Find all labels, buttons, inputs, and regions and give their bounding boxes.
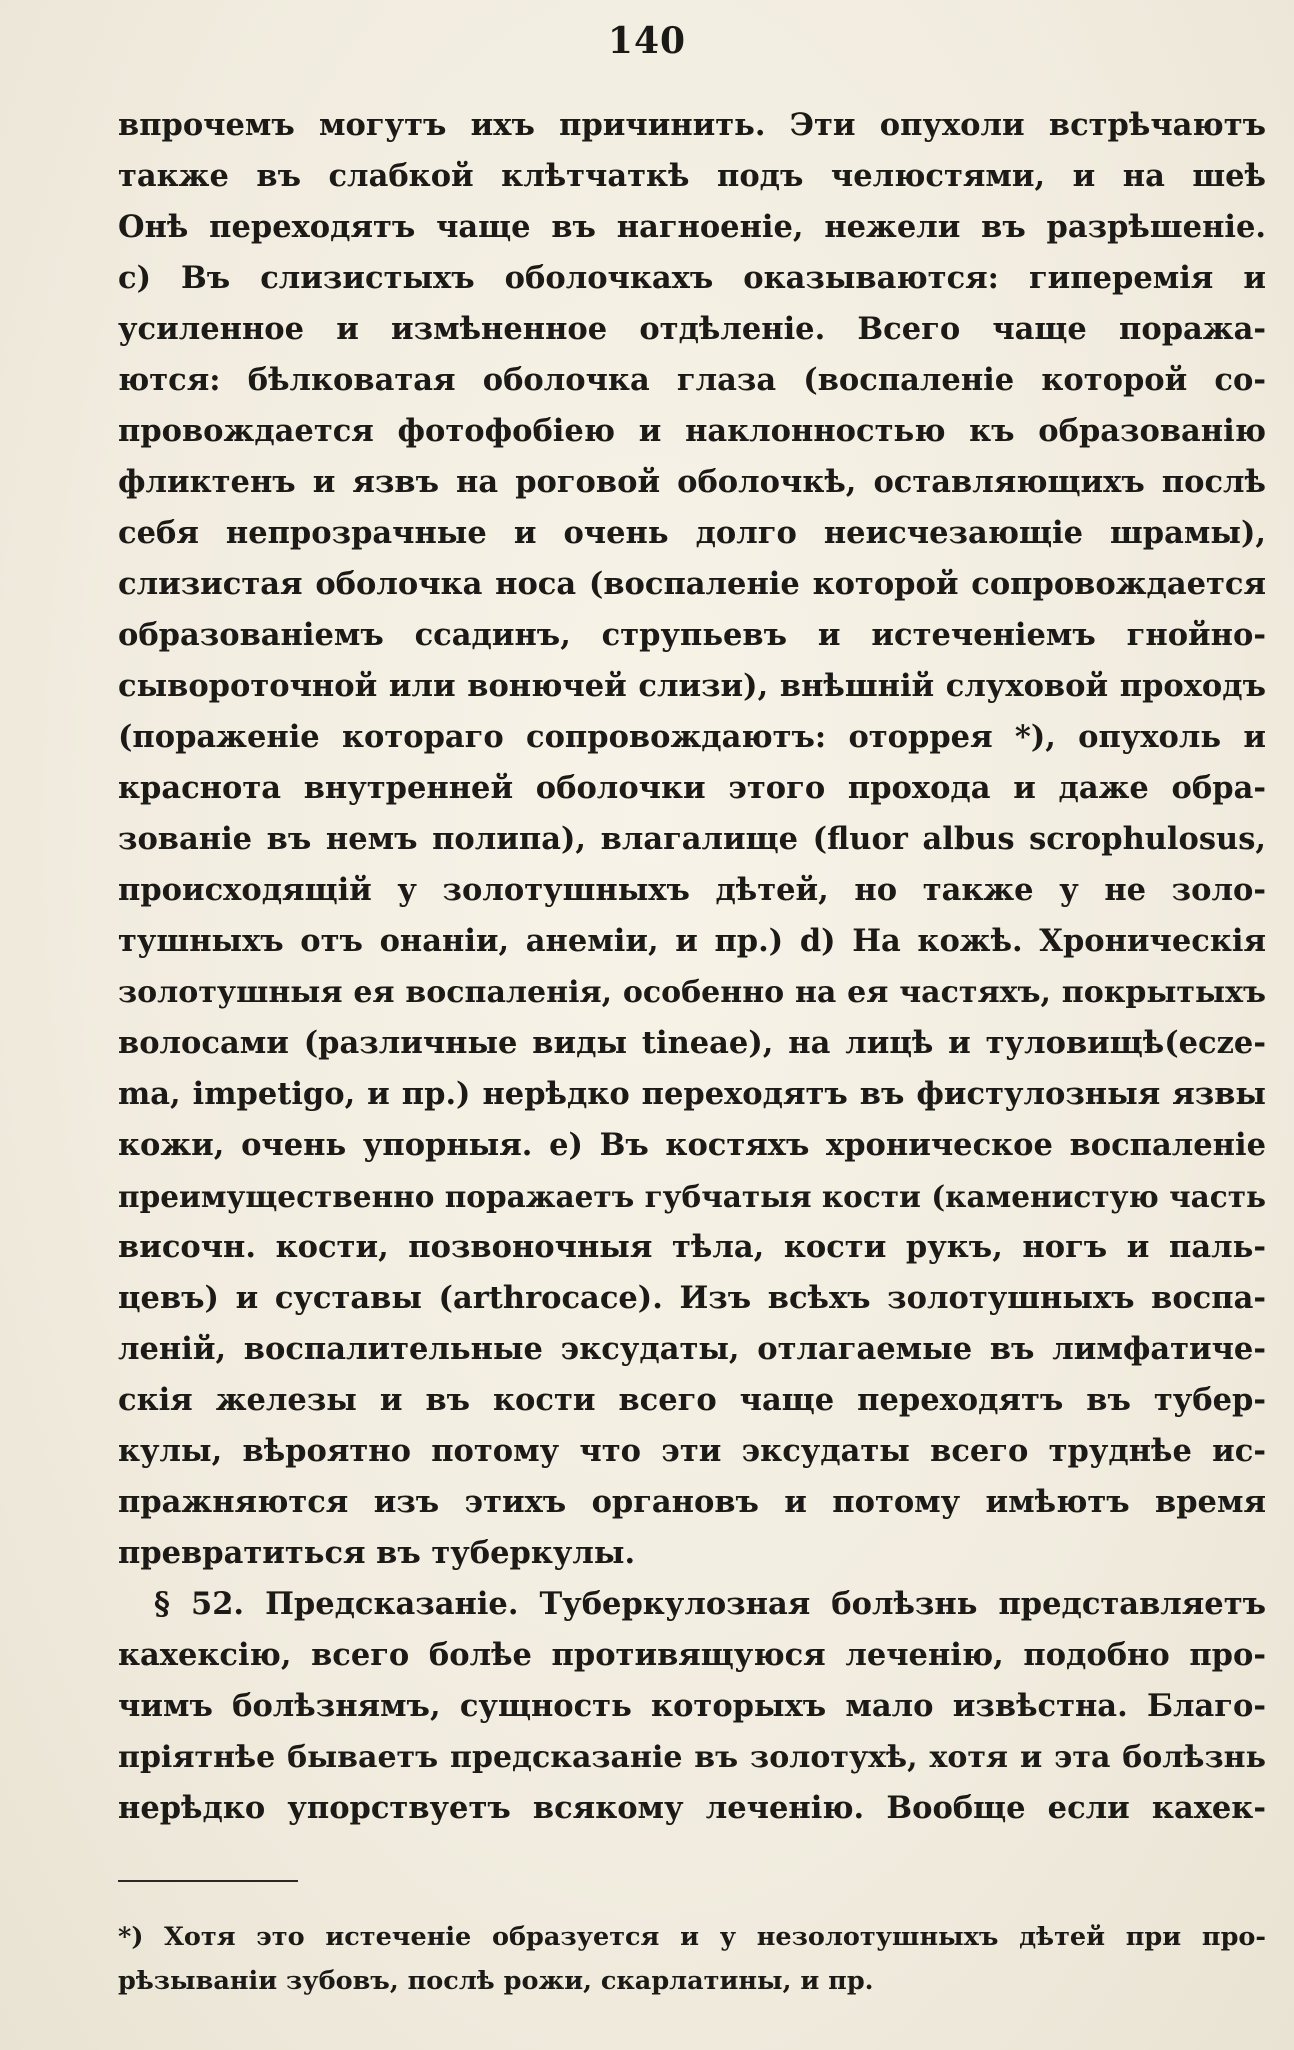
text-line: слизистая оболочка носа (воспаленіе которой сопровождается [118,566,1266,602]
text-line: (пораженіе котораго сопровождаютъ: оторрея *), опухоль и [118,719,1266,755]
footnote-line: *) Хотя это истеченіе образуется и у незолотушныхъ дѣтей при про- [118,1922,1266,1952]
text-line: сывороточной или вонючей слизи), внѣшній слуховой проходъ [118,668,1266,704]
text-line: себя непрозрачные и очень долго неисчезающіе шрамы), [118,515,1266,551]
paragraph-end-line: превратиться въ туберкулы. [118,1535,636,1571]
footnote-line: рѣзываніи зубовъ, послѣ рожи, скарлатины, и пр. [118,1966,874,1996]
text-line: скія железы и въ кости всего чаще переходятъ въ тубер- [118,1382,1266,1418]
text-line: образованіемъ ссадинъ, струпьевъ и истеченіемъ гнойно- [118,617,1266,653]
text-line: волосами (различные виды tineae), на лицѣ и туловищѣ(ecze- [118,1025,1266,1061]
text-line: височн. кости, позвоночныя тѣла, кости рукъ, ногъ и паль- [118,1229,1266,1265]
body-text [118,100,1266,1834]
text-line: происходящій у золотушныхъ дѣтей, но также у не золо- [118,872,1266,908]
text-line: преимущественно поражаетъ губчатыя кости (каменистую часть [118,1179,1266,1214]
text-line: пражняются изъ этихъ органовъ и потому имѣютъ время [118,1484,1266,1520]
page-number: 140 [607,20,687,62]
text-line: цевъ) и суставы (arthrocace). Изъ всѣхъ золотушныхъ воспа- [118,1280,1266,1316]
text-line: нерѣдко упорствуетъ всякому леченію. Вообще если кахек- [118,1790,1266,1826]
text-line: золотушныя ея воспаленія, особенно на ея частяхъ, покрытыхъ [118,975,1266,1010]
text-line: c) Въ слизистыхъ оболочкахъ оказываются: гиперемія и [118,260,1266,296]
text-line: тушныхъ отъ онаніи, анеміи, и пр.) d) На кожѣ. Хроническія [118,923,1266,959]
footnote-divider [118,1880,298,1882]
text-line: чимъ болѣзнямъ, сущность которыхъ мало извѣстна. Благо- [118,1688,1266,1724]
text-line: кулы, вѣроятно потому что эти эксудаты всего труднѣе ис- [118,1433,1266,1469]
text-line: краснота внутренней оболочки этого прохода и даже обра- [118,770,1266,806]
text-line: ются: бѣлковатая оболочка глаза (воспаленіе которой со- [118,362,1266,398]
footnote [118,1915,1266,2003]
section-52-heading-line: § 52. Предсказаніе. Туберкулозная болѣзнь представляетъ [154,1586,1266,1622]
text-line: также въ слабкой клѣтчаткѣ подъ челюстями, и на шеѣ [118,158,1266,194]
text-line: провождается фотофобіею и наклонностью къ образованію [118,413,1266,449]
text-line: Онѣ переходятъ чаще въ нагноеніе, нежели въ разрѣшеніе. [118,209,1266,245]
text-line: пріятнѣе бываетъ предсказаніе въ золотухѣ, хотя и эта болѣзнь [118,1740,1266,1775]
text-line: кожи, очень упорныя. e) Въ костяхъ хроническое воспаленіе [118,1127,1266,1163]
text-line: кахексію, всего болѣе противящуюся леченію, подобно про- [118,1637,1266,1673]
text-line: леній, воспалительные эксудаты, отлагаемые въ лимфатиче- [118,1331,1266,1367]
text-line: усиленное и измѣненное отдѣленіе. Всего чаще поража- [118,311,1266,347]
text-line: впрочемъ могутъ ихъ причинить. Эти опухоли встрѣчаютъ [118,107,1266,143]
text-line: фликтенъ и язвъ на роговой оболочкѣ, оставляющихъ послѣ [118,464,1266,500]
text-line: ma, impetigo, и пр.) нерѣдко переходятъ въ фистулозныя язвы [118,1076,1266,1112]
text-line: зованіе въ немъ полипа), влагалище (fluor albus scrophulosus, [118,821,1266,857]
